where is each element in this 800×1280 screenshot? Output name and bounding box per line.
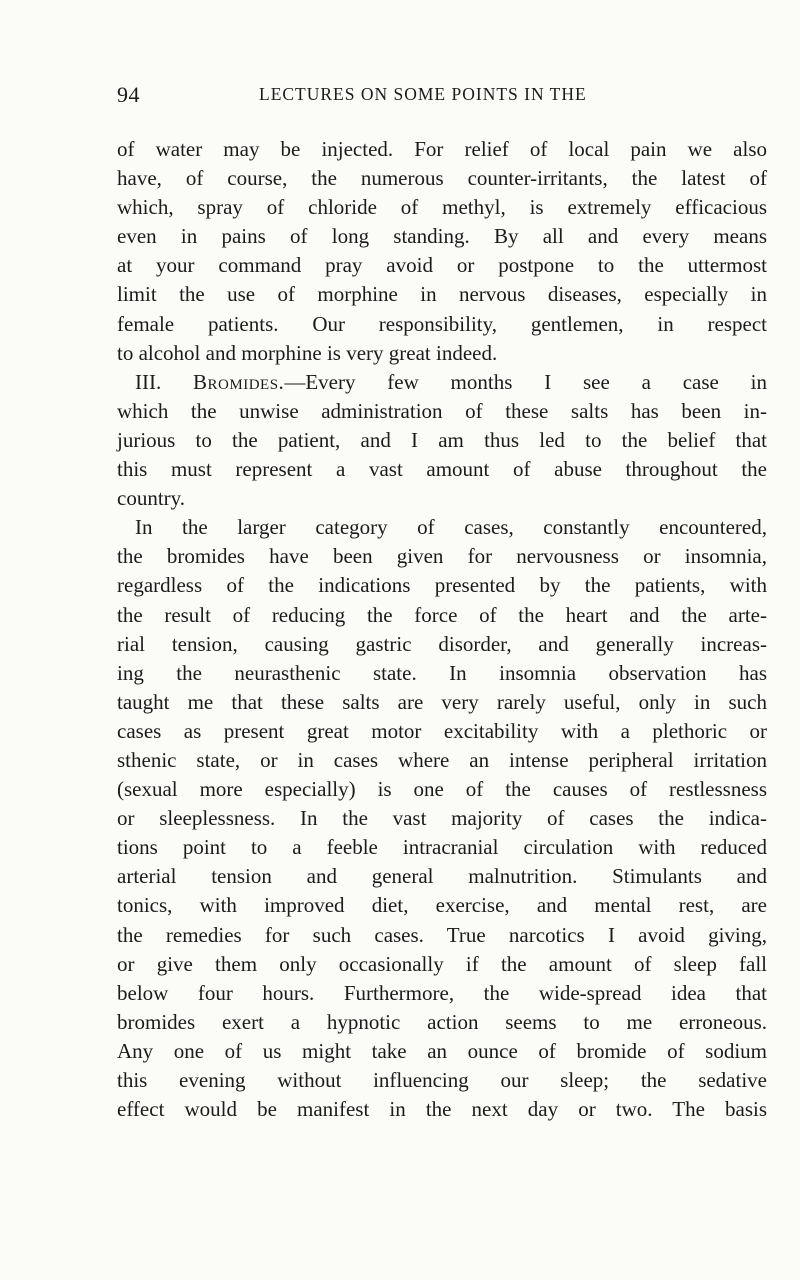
text-line: (sexual more especially) is one of the causes of restlessness [117, 777, 767, 802]
text-line: female patients. Our responsibility, gentlemen, in respect [117, 311, 767, 336]
text-line: sthenic state, or in cases where an intense peripheral irritation [117, 747, 767, 772]
running-head [117, 82, 687, 112]
text-line: below four hours. Furthermore, the wide-spread idea that [117, 980, 767, 1005]
section-heading: Bromides. [193, 369, 285, 394]
text-line: of water may be injected. For relief of local pain we also [117, 137, 767, 161]
text-line: rial tension, causing gastric disorder, and generally increas- [117, 631, 767, 656]
body-text [117, 135, 767, 1124]
text-line: ing the neurasthenic state. In insomnia observation has [117, 660, 767, 685]
text-line: In the larger category of cases, constantly encountered, [135, 515, 767, 540]
text-line: tions point to a feeble intracranial circulation with reduced [117, 835, 767, 860]
text-line: which, spray of chloride of methyl, is extremely efficacious [117, 195, 767, 220]
text-line: this evening without influencing our sleep; the sedative [117, 1068, 767, 1092]
text-line: this must represent a vast amount of abuse throughout the [117, 457, 767, 482]
page-number: 94 [117, 82, 140, 107]
text-line: bromides exert a hypnotic action seems to me erroneous. [117, 1009, 767, 1034]
running-title: LECTURES ON SOME POINTS IN THE [259, 84, 587, 104]
text-line: the result of reducing the force of the heart and the arte- [117, 602, 767, 627]
text-line: the remedies for such cases. True narcotics I avoid giving, [117, 922, 767, 947]
text-line: at your command pray avoid or postpone to the uttermost [117, 253, 767, 278]
text-line: to alcohol and morphine is very great indeed. [117, 340, 498, 365]
section-first-line-text: —Every few months I see a case in [284, 369, 768, 394]
text-line: the bromides have been given for nervousness or insomnia, [117, 544, 767, 569]
text-line: arterial tension and general malnutrition. Stimulants and [117, 864, 767, 889]
text-line: or give them only occasionally if the amount of sleep fall [117, 951, 767, 976]
section-numeral: III. [135, 369, 162, 394]
text-line: cases as present great motor excitability with a plethoric or [117, 718, 767, 743]
text-line: Any one of us might take an ounce of bromide of sodium [117, 1038, 767, 1063]
text-line: which the unwise administration of these salts has been in- [117, 398, 767, 423]
text-line: limit the use of morphine in nervous diseases, especially in [117, 282, 767, 307]
section-first-line [117, 368, 767, 397]
text-line: jurious to the patient, and I am thus led to the belief that [117, 427, 767, 452]
text-line: country. [117, 486, 186, 511]
text-line: have, of course, the numerous counter-irritants, the latest of [117, 166, 767, 191]
text-line: taught me that these salts are very rarely useful, only in such [117, 689, 767, 714]
text-line: effect would be manifest in the next day or two. The basis [117, 1097, 767, 1122]
text-line: tonics, with improved diet, exercise, and mental rest, are [117, 893, 767, 918]
text-line: or sleeplessness. In the vast majority of cases the indica- [117, 806, 767, 831]
text-line: even in pains of long standing. By all and every means [117, 224, 767, 249]
text-line: regardless of the indications presented by the patients, with [117, 573, 767, 598]
